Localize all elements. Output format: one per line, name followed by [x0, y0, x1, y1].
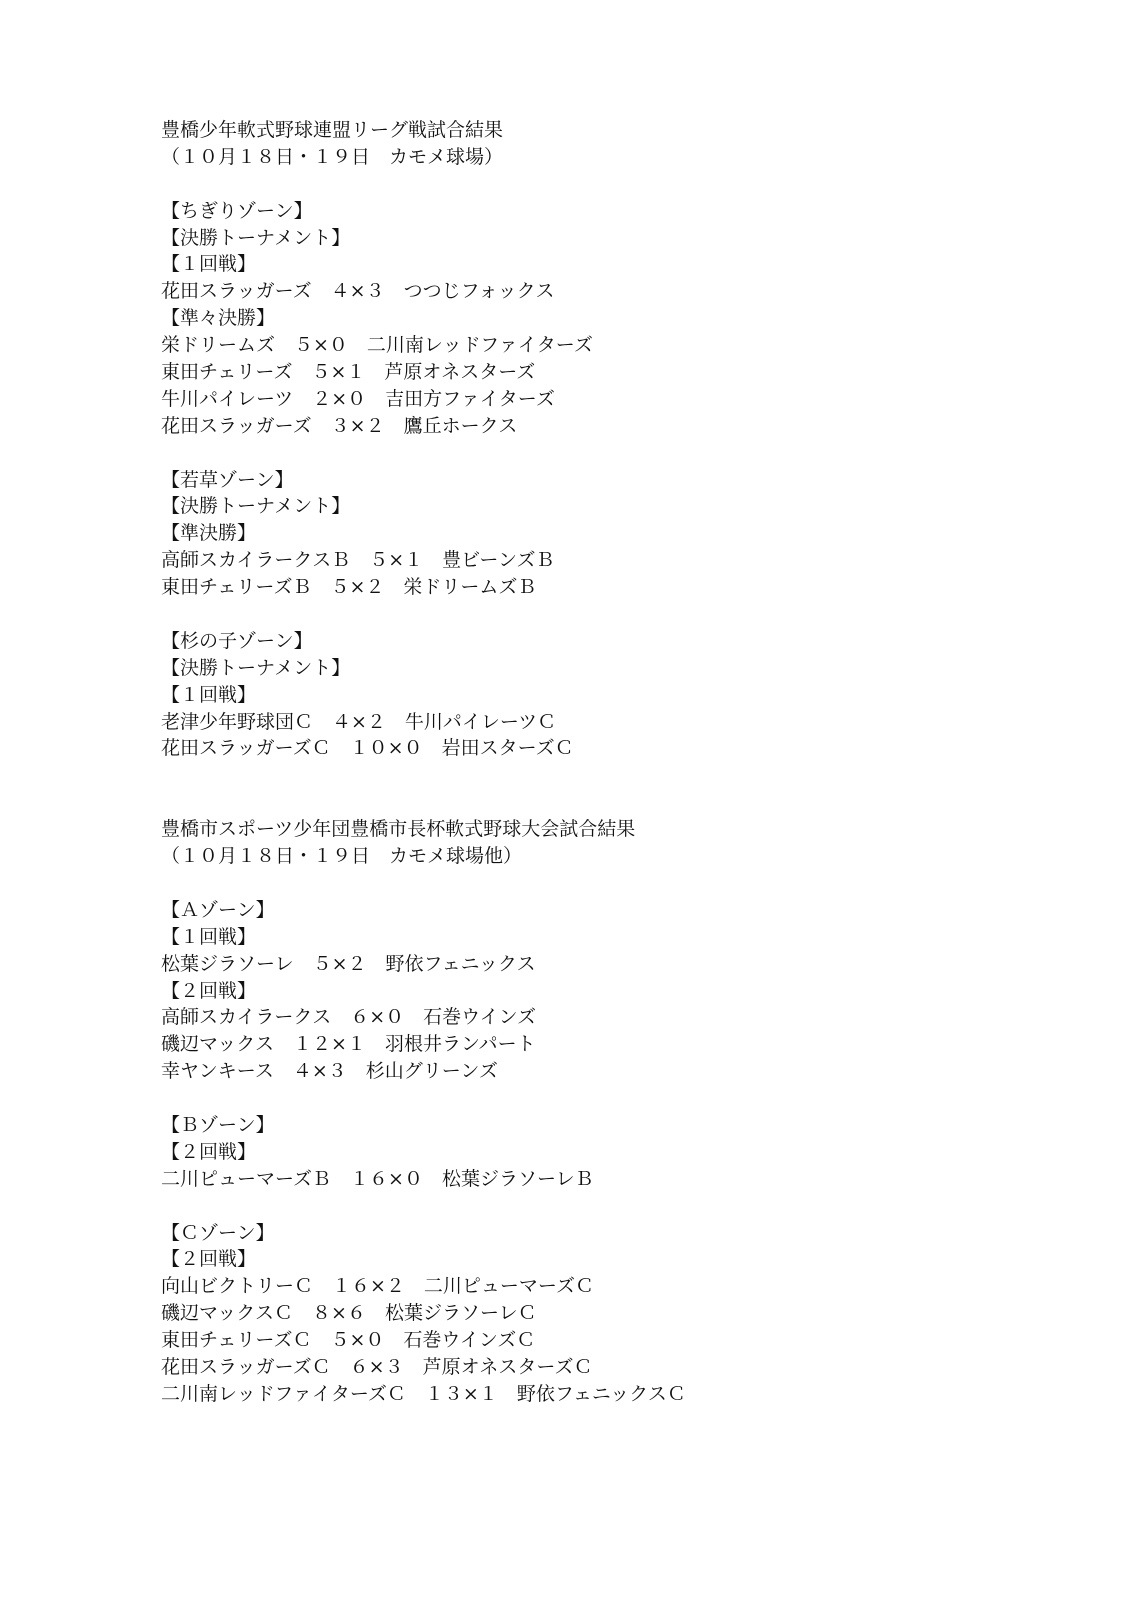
doc1-subtitle: （１０月１８日・１９日 カモメ球場）	[161, 145, 504, 168]
round-heading: 【１回戦】	[161, 683, 257, 706]
spacer	[161, 440, 1061, 467]
zone-heading: 【Ｃゾーン】	[161, 1221, 275, 1244]
game-result: 高師スカイラークス ６×０ 石巻ウインズ	[161, 1006, 537, 1029]
bracket-heading: 【決勝トーナメント】	[161, 226, 351, 249]
document-page	[161, 117, 1061, 1408]
game-result: 幸ヤンキース ４×３ 杉山グリーンズ	[161, 1060, 498, 1083]
game-result: 磯辺マックス １２×１ 羽根井ランパート	[161, 1033, 536, 1056]
round-heading: 【２回戦】	[161, 1140, 257, 1163]
game-result: 牛川パイレーツ ２×０ 吉田方ファイターズ	[161, 387, 555, 410]
game-result: 花田スラッガーズ ３×２ 鷹丘ホークス	[161, 414, 518, 437]
game-result: 二川南レッドファイターズＣ １３×１ 野依フェニックスＣ	[161, 1382, 686, 1405]
game-result: 高師スカイラークスＢ ５×１ 豊ビーンズＢ	[161, 549, 555, 572]
spacer	[161, 1085, 1061, 1112]
spacer	[161, 1193, 1061, 1220]
game-result: 磯辺マックスＣ ８×６ 松葉ジラソーレＣ	[161, 1302, 537, 1325]
round-heading: 【１回戦】	[161, 925, 257, 948]
round-heading: 【準決勝】	[161, 522, 257, 545]
game-result: 向山ビクトリーＣ １６×２ 二川ピューマーズＣ	[161, 1275, 594, 1298]
doc1-title: 豊橋少年軟式野球連盟リーグ戦試合結果	[161, 119, 504, 141]
game-result: 老津少年野球団Ｃ ４×２ 牛川パイレーツＣ	[161, 710, 557, 733]
zone-heading: 【Ｂゾーン】	[161, 1113, 275, 1136]
game-result: 花田スラッガーズ ４×３ つつじフォックス	[161, 280, 555, 303]
game-result: 花田スラッガーズＣ ６×３ 芦原オネスターズＣ	[161, 1355, 593, 1378]
zone-heading: 【Ａゾーン】	[161, 898, 275, 921]
spacer	[161, 762, 1061, 816]
round-heading: 【２回戦】	[161, 1248, 257, 1271]
doc2-subtitle: （１０月１８日・１９日 カモメ球場他）	[161, 845, 523, 868]
game-result: 花田スラッガーズＣ １０×０ 岩田スターズＣ	[161, 737, 574, 760]
round-heading: 【２回戦】	[161, 979, 257, 1002]
game-result: 栄ドリームズ ５×０ 二川南レッドファイターズ	[161, 334, 593, 357]
spacer	[161, 171, 1061, 198]
bracket-heading: 【決勝トーナメント】	[161, 495, 351, 518]
game-result: 東田チェリーズＣ ５×０ 石巻ウインズＣ	[161, 1329, 536, 1352]
game-result: 二川ピューマーズＢ １６×０ 松葉ジラソーレＢ	[161, 1167, 594, 1190]
spacer	[161, 601, 1061, 628]
game-result: 東田チェリーズ ５×１ 芦原オネスターズ	[161, 361, 536, 384]
round-heading: 【準々決勝】	[161, 307, 276, 330]
game-result: 東田チェリーズＢ ５×２ 栄ドリームズＢ	[161, 576, 537, 599]
zone-heading: 【ちぎりゾーン】	[161, 199, 313, 222]
zone-heading: 【若草ゾーン】	[161, 468, 294, 491]
spacer	[161, 870, 1061, 897]
round-heading: 【１回戦】	[161, 253, 257, 276]
zone-heading: 【杉の子ゾーン】	[161, 629, 313, 652]
bracket-heading: 【決勝トーナメント】	[161, 656, 351, 679]
doc2-title: 豊橋市スポーツ少年団豊橋市長杯軟式野球大会試合結果	[161, 818, 636, 841]
game-result: 松葉ジラソーレ ５×２ 野依フェニックス	[161, 952, 536, 975]
